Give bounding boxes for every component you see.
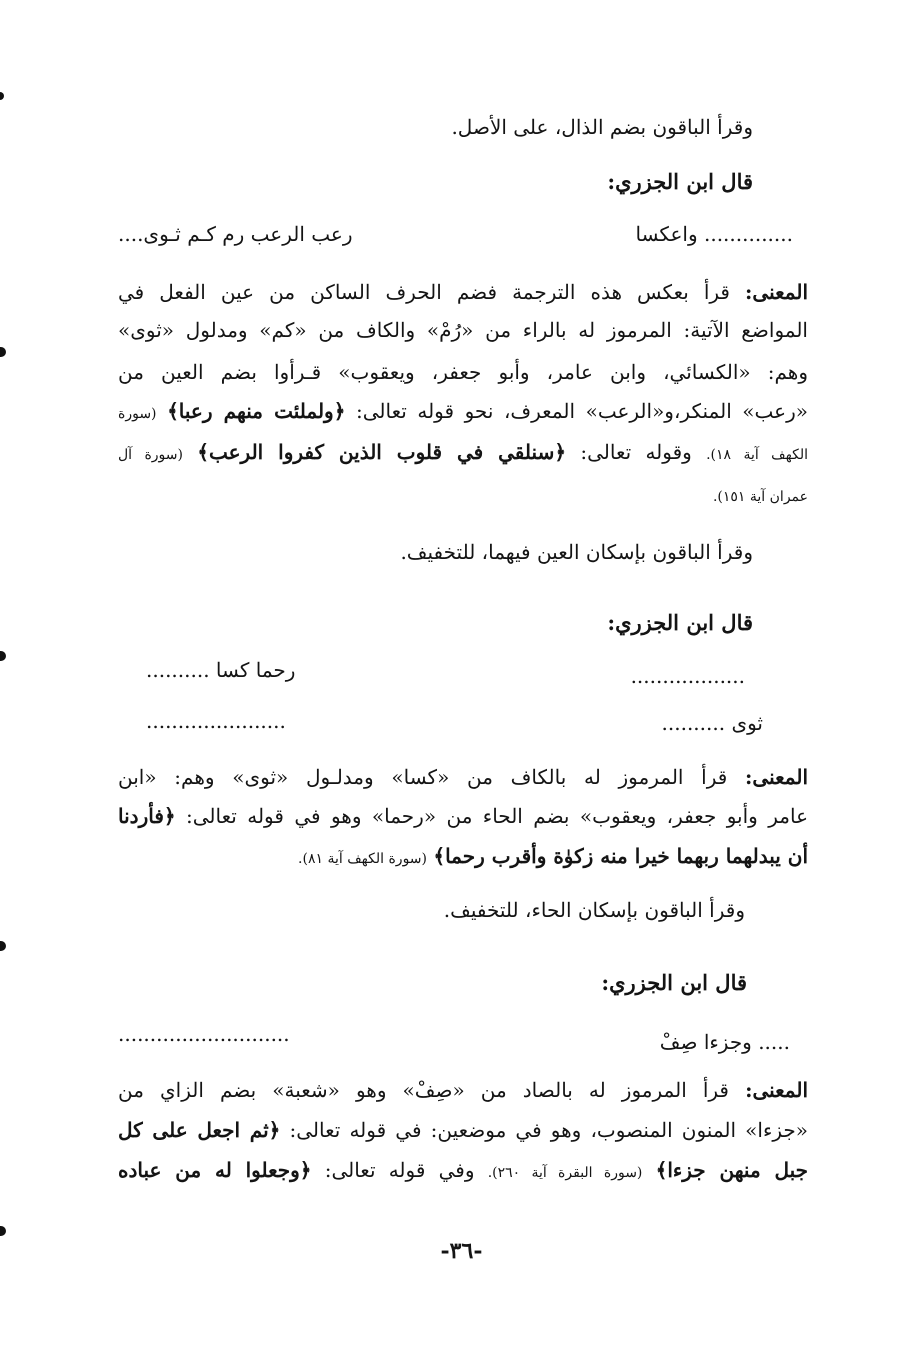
paragraph-line: وقرأ الباقون بإسكان العين فيهما، للتخفيف. <box>400 540 753 564</box>
verse-left-hemistich: ...................... <box>146 709 286 733</box>
paragraph-line <box>118 442 808 462</box>
verse-right-hemistich: ..... وجزءا صِفْ <box>659 1030 790 1054</box>
verse-left-hemistich: ........................... <box>118 1022 290 1046</box>
citation: (سورة <box>118 406 157 422</box>
verse-right-hemistich: .................. <box>630 664 745 688</box>
verse-right-hemistich: ثوى .......... <box>661 711 763 735</box>
section-heading: قال ابن الجزري: <box>601 970 747 995</box>
scan-edge-mark <box>0 347 6 357</box>
scan-edge-mark <box>0 1226 6 1236</box>
meaning-label: المعنى: <box>745 1078 809 1102</box>
paragraph-text: وفي قوله تعالى: <box>324 1158 475 1182</box>
scan-edge-mark <box>0 941 6 951</box>
paragraph-text: وقوله تعالى: <box>580 440 692 464</box>
paragraph-line <box>298 846 808 866</box>
citation-line: عمران آية ١٥١). <box>712 489 808 505</box>
quran-quote: جبل منهن جزءا﴾ <box>655 1158 809 1182</box>
paragraph-text: قرأ المرموز له بالصاد من «صِفْ» وهو «شعبة» بضم الزاي من <box>118 1078 729 1102</box>
quran-quote: أن يبدلهما ربهما خيرا منه زكوٰة وأقرب رحما﴾ <box>433 844 808 868</box>
scan-edge-mark <box>0 92 4 100</box>
paragraph-text: «رعب» المنكر،و«الرعب» المعرف، نحو قوله تعالى: <box>355 399 808 423</box>
paragraph-line <box>118 806 808 826</box>
section-heading: قال ابن الجزري: <box>607 610 753 635</box>
citation: (سورة آل <box>118 447 183 463</box>
citation: (سورة الكهف آية ٨١). <box>298 851 427 867</box>
quran-quote: ﴿ثم اجعل على كل <box>118 1118 281 1142</box>
paragraph-line <box>118 1120 808 1140</box>
citation: (سورة البقرة آية ٢٦٠). <box>487 1165 643 1181</box>
meaning-label: المعنى: <box>745 765 808 789</box>
paragraph-text: عامر وأبو جعفر، ويعقوب» بضم الحاء من «رحما» وهو في قوله تعالى: <box>186 804 808 828</box>
paragraph-line <box>118 767 808 787</box>
verse-left-hemistich: رحما كسا .......... <box>146 658 296 682</box>
paragraph-line: وهم: «الكسائي، وابن عامر، وأبو جعفر، ويعقوب» قـرأوا بضم العين من <box>118 360 808 384</box>
citation: الكهف آية ١٨). <box>706 447 808 463</box>
quran-quote: ﴿وجعلوا له من عباده <box>118 1158 312 1182</box>
paragraph-line <box>118 1080 808 1100</box>
page-number: -٣٦- <box>440 1238 483 1264</box>
quran-quote: ﴿ولملئت منهم رعبا﴾ <box>167 399 346 423</box>
paragraph-text: «جزءا» المنون المنصوب، وهو في موضعين: في قوله تعالى: <box>289 1118 808 1142</box>
scan-edge-mark <box>0 651 6 661</box>
paragraph-line: وقرأ الباقون بضم الذال، على الأصل. <box>451 115 753 139</box>
paragraph-line: وقرأ الباقون بإسكان الحاء، للتخفيف. <box>443 898 745 922</box>
meaning-label: المعنى: <box>745 280 808 304</box>
quran-quote: ﴿سنلقي في قلوب الذين كفروا الرعب﴾ <box>197 440 567 464</box>
paragraph-line <box>118 282 808 302</box>
paragraph-line: المواضع الآتية: المرموز له بالراء من «رُمْ» والكاف من «كم» ومدلول «ثوى» <box>118 318 808 342</box>
quran-quote: ﴿فأردنا <box>118 804 176 828</box>
paragraph-text: قرأ المرموز له بالكاف من «كسا» ومدلـول «ثوى» وهم: «ابن <box>118 765 728 789</box>
paragraph-line <box>118 401 808 421</box>
verse-right-hemistich: .............. واعكسا <box>635 222 793 246</box>
verse-left-hemistich: رعب الرعب رم كـم ثـوى.... <box>118 222 353 246</box>
section-heading: قال ابن الجزري: <box>607 169 753 194</box>
paragraph-line <box>118 1160 808 1180</box>
paragraph-text: قرأ بعكس هذه الترجمة فضم الحرف الساكن من عين الفعل في <box>118 280 730 304</box>
